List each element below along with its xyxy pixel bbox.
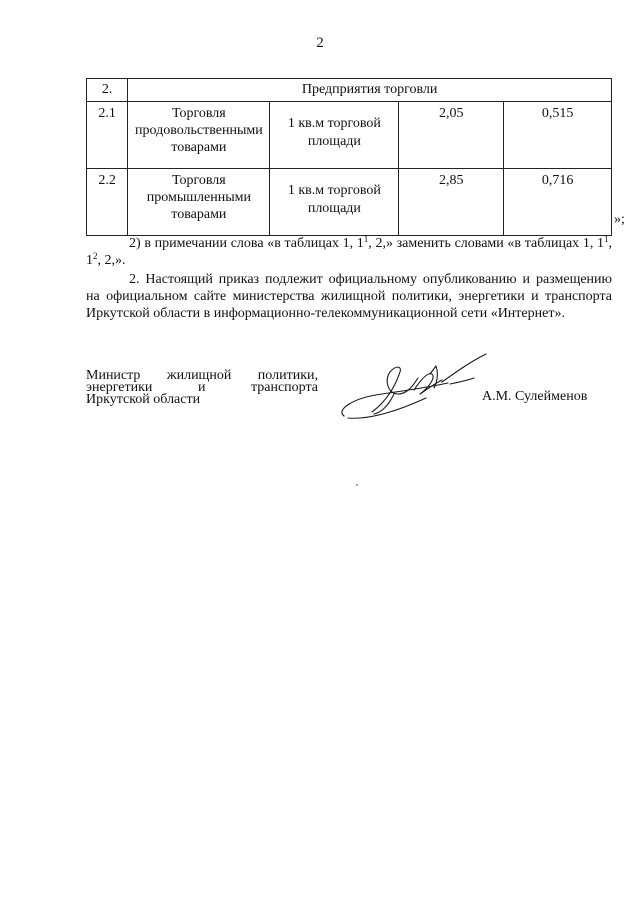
row-value2: 0,515 bbox=[504, 102, 612, 169]
row-name-line: товарами bbox=[171, 140, 227, 155]
signatory-title-line: Министр жилищной политики, bbox=[86, 368, 318, 383]
row-name-line: Торговля bbox=[171, 106, 226, 121]
row-name-line: Торговля bbox=[171, 173, 226, 188]
note-paragraph: 2) в примечании слова «в таблицах 1, $1^1$, 2,» заменить словами «в таблицах 1, $1^1$, $1^2$, 2,». bbox=[86, 234, 612, 268]
row-name-line: товарами bbox=[171, 207, 227, 222]
row-value1: 2,05 bbox=[399, 102, 504, 169]
section-number: 2. bbox=[87, 79, 128, 102]
row-name bbox=[128, 169, 270, 236]
page-number: 2 bbox=[316, 35, 324, 51]
row-number: 2.2 bbox=[87, 169, 128, 236]
rates-table bbox=[86, 78, 612, 236]
row-unit-line: площади bbox=[307, 201, 361, 216]
signatory-title-line: Иркутской области bbox=[86, 392, 201, 407]
row-unit-line: 1 кв.м торговой bbox=[287, 116, 381, 131]
table-closing-quote: »; bbox=[614, 212, 625, 227]
signatory-title bbox=[86, 370, 318, 406]
row-name-line: промышленными bbox=[146, 190, 251, 205]
row-number: 2.1 bbox=[87, 102, 128, 169]
row-unit-line: площади bbox=[307, 134, 361, 149]
row-unit bbox=[270, 169, 399, 236]
table-section-row bbox=[87, 79, 612, 102]
row-name-line: продовольственными bbox=[134, 123, 263, 138]
table-row bbox=[87, 169, 612, 236]
row-unit bbox=[270, 102, 399, 169]
scan-speck bbox=[356, 484, 358, 486]
signatory-name: А.М. Сулейменов bbox=[482, 389, 588, 404]
row-name bbox=[128, 102, 270, 169]
table-row bbox=[87, 102, 612, 169]
publication-paragraph: 2. Настоящий приказ подлежит официальному опубликованию и размещению на официальном сайте министерства жилищной политики, энергетики и транспорта Иркутской области в информационно-телекоммуникационной сети «Интернет». bbox=[86, 272, 612, 321]
signatory-title-line: энергетики и транспорта bbox=[86, 380, 318, 395]
row-unit-line: 1 кв.м торговой bbox=[287, 183, 381, 198]
row-value2: 0,716 bbox=[504, 169, 612, 236]
section-title: Предприятия торговли bbox=[128, 79, 612, 102]
row-value1: 2,85 bbox=[399, 169, 504, 236]
